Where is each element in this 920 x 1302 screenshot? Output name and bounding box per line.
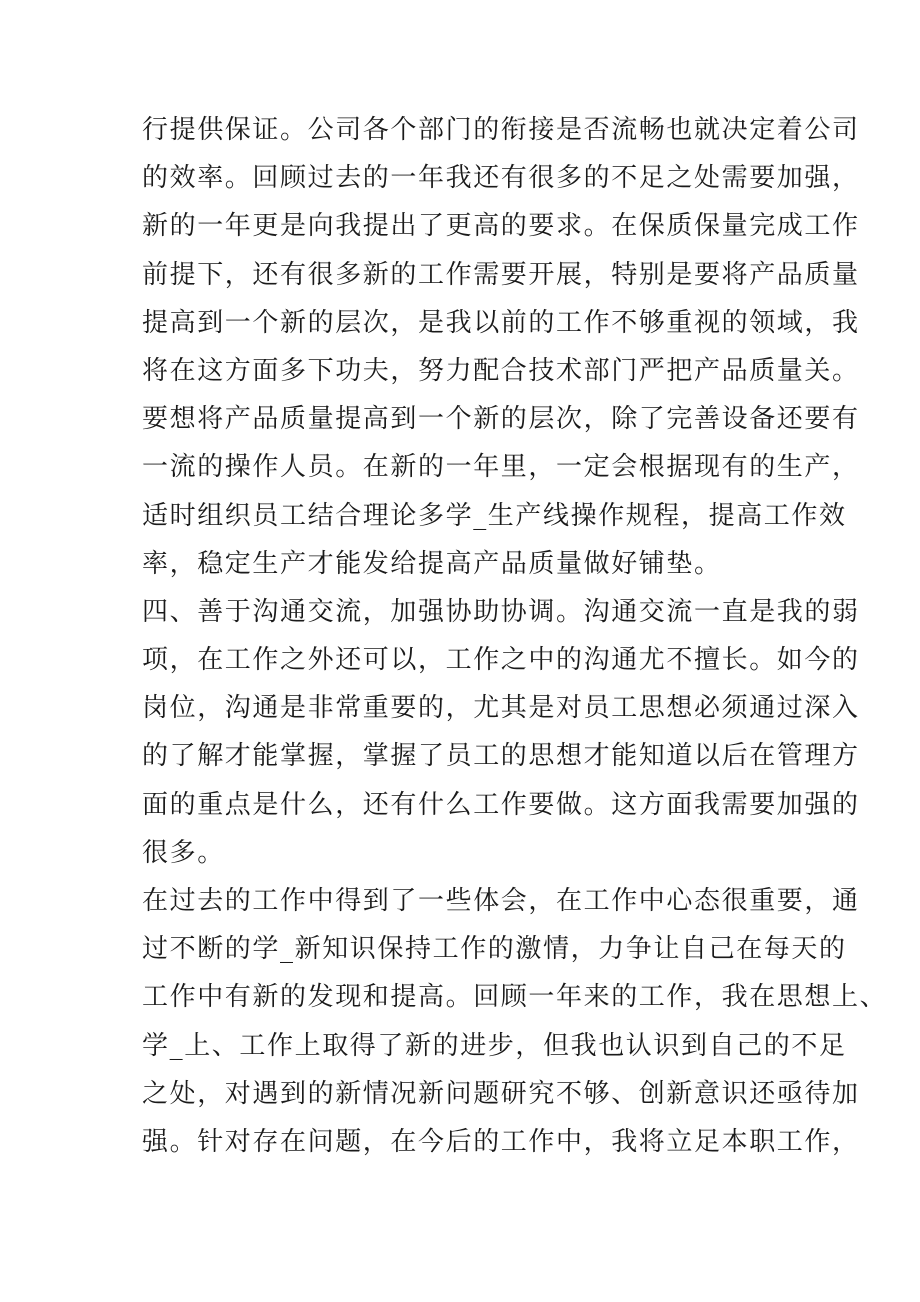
text-line: 过不断的学_新知识保持工作的激情，力争让自己在每天的 <box>142 934 847 965</box>
text-line: 强。针对存在问题，在今后的工作中，我将立足本职工作， <box>142 1126 860 1157</box>
text-line: 一流的操作人员。在新的一年里，一定会根据现有的生产， <box>142 452 860 483</box>
text-line: 要想将产品质量提高到一个新的层次，除了完善设备还要有 <box>142 404 860 435</box>
document-body <box>142 106 888 1166</box>
text-line: 工作中有新的发现和提高。回顾一年来的工作，我在思想上、 <box>142 982 888 1013</box>
text-line: 的了解才能掌握，掌握了员工的思想才能知道以后在管理方 <box>142 741 860 772</box>
text-line: 很多。 <box>142 837 225 868</box>
text-line: 前提下，还有很多新的工作需要开展，特别是要将产品质量 <box>142 259 860 290</box>
text-line: 四、善于沟通交流，加强协助协调。沟通交流一直是我的弱 <box>142 596 860 627</box>
text-line: 适时组织员工结合理论多学_生产线操作规程，提高工作效 <box>142 500 847 531</box>
text-line: 率，稳定生产才能发给提高产品质量做好铺垫。 <box>142 548 722 579</box>
text-line: 新的一年更是向我提出了更高的要求。在保质保量完成工作 <box>142 211 860 242</box>
text-line: 面的重点是什么，还有什么工作要做。这方面我需要加强的 <box>142 789 860 820</box>
text-line: 行提供保证。公司各个部门的衔接是否流畅也就决定着公司 <box>142 115 860 145</box>
text-line: 学_上、工作上取得了新的进步，但我也认识到自己的不足 <box>142 1030 847 1061</box>
text-line: 在过去的工作中得到了一些体会，在工作中心态很重要，通 <box>142 886 860 916</box>
text-line: 项，在工作之外还可以，工作之中的沟通尤不擅长。如今的 <box>142 645 860 676</box>
text-line: 提高到一个新的层次，是我以前的工作不够重视的领域，我 <box>142 307 860 338</box>
text-line: 岗位，沟通是非常重要的，尤其是对员工思想必须通过深入 <box>142 693 860 724</box>
text-line: 的效率。回顾过去的一年我还有很多的不足之处需要加强， <box>142 163 860 194</box>
text-line: 将在这方面多下功夫，努力配合技术部门严把产品质量关。 <box>142 355 860 386</box>
text-line: 之处，对遇到的新情况新问题研究不够、创新意识还亟待加 <box>142 1078 860 1109</box>
